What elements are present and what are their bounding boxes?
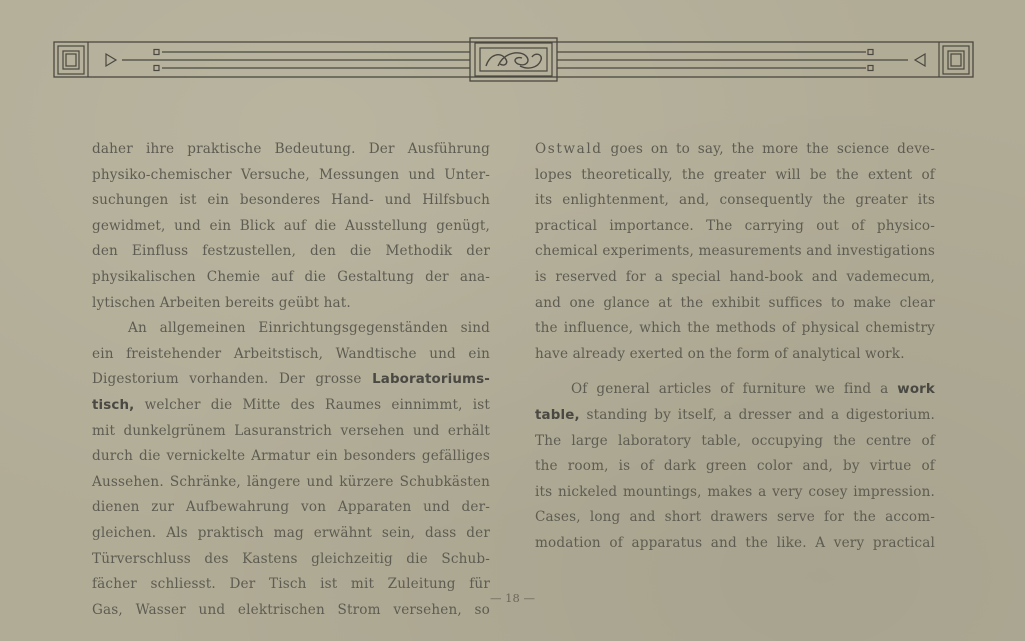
emphasized-name: Ostwald	[535, 141, 603, 157]
text-line	[535, 403, 935, 429]
header-ornament	[0, 0, 1025, 100]
text-line: chemical experiments, measurements and investigations	[535, 243, 935, 260]
text-line: its enlightenment, and, consequently the greater its	[535, 192, 935, 209]
text-line: gleichen. Als praktisch mag erwähnt sein, dass der	[92, 524, 490, 541]
bold-term: table,	[535, 407, 580, 423]
text-line: gewidmet, und ein Blick auf die Ausstellung genügt,	[92, 217, 490, 234]
left-corner-square-icon	[58, 46, 84, 74]
german-text-column	[92, 137, 490, 623]
center-flourish-icon	[486, 53, 541, 68]
text-line: An allgemeinen Einrichtungsgegenständen sind	[128, 320, 490, 337]
text-line: Cases, long and short drawers serve for the accom-	[535, 509, 935, 526]
bold-term: Laboratoriums-	[372, 372, 490, 388]
page-number: — 18 —	[490, 591, 535, 605]
text-line	[535, 137, 935, 163]
bold-term: work	[897, 382, 935, 398]
text-line: Gas, Wasser und elektrischen Strom versehen, so	[92, 601, 490, 618]
text-line: fächer schliesst. Der Tisch ist mit Zuleitung für	[92, 576, 490, 593]
text-line: have already exerted on the form of analytical work.	[535, 345, 905, 362]
text-line	[535, 377, 935, 403]
text-line: physikalischen Chemie auf die Gestaltung der ana-	[92, 268, 490, 285]
text-fragment: standing by itself, a dresser and a digestorium.	[586, 406, 935, 423]
text-fragment: Digestorium vorhanden. Der grosse	[92, 371, 362, 388]
text-line: its nickeled mountings, makes a very cosey impression.	[535, 483, 935, 500]
text-line: the influence, which the methods of physical chemistry	[535, 320, 935, 337]
text-line: physiko-chemischer Versuche, Messungen und Unter-	[92, 166, 490, 183]
text-line: ein freistehender Arbeitstisch, Wandtische und ein	[92, 345, 490, 362]
text-line: mit dunkelgrünem Lasuranstrich versehen und erhält	[92, 422, 490, 439]
text-line	[92, 393, 490, 419]
right-corner-square-icon	[943, 46, 969, 74]
text-line: den Einfluss festzustellen, den die Methodik der	[92, 243, 490, 260]
left-pointing-triangle-icon	[915, 54, 925, 66]
text-fragment: Of general articles of furniture we find a	[571, 381, 889, 398]
text-line: durch die vernickelte Armatur ein besonders gefälliges	[92, 448, 490, 465]
text-line: suchungen ist ein besonderes Hand- und Hilfsbuch	[92, 192, 490, 209]
text-line: Aussehen. Schränke, längere und kürzere Schubkästen	[92, 473, 490, 490]
text-line: Türverschluss des Kastens gleichzeitig die Schub-	[92, 550, 490, 567]
text-line: the room, is of dark green color and, by virtue of	[535, 458, 935, 475]
text-fragment: goes on to say, the more the science deve-	[610, 141, 935, 157]
text-line: lopes theoretically, the greater will be the extent of	[535, 166, 935, 183]
text-line: and one glance at the exhibit suffices to make clear	[535, 294, 935, 311]
text-line: lytischen Arbeiten bereits geübt hat.	[92, 294, 351, 311]
text-line: daher ihre praktische Bedeutung. Der Ausführung	[92, 141, 490, 157]
text-fragment: welcher die Mitte des Raumes einnimmt, ist	[144, 396, 490, 413]
text-line: is reserved for a special hand-book and vademecum,	[535, 268, 935, 285]
text-line	[92, 367, 490, 393]
text-line: practical importance. The carrying out of physico-	[535, 217, 935, 234]
bold-term: tisch,	[92, 397, 135, 413]
right-pointing-triangle-icon	[106, 54, 116, 66]
english-text-column	[535, 137, 935, 557]
text-line: modation of apparatus and the like. A very practical	[535, 534, 935, 551]
text-line: dienen zur Aufbewahrung von Apparaten und der-	[92, 499, 490, 516]
text-line: The large laboratory table, occupying the centre of	[535, 432, 935, 449]
